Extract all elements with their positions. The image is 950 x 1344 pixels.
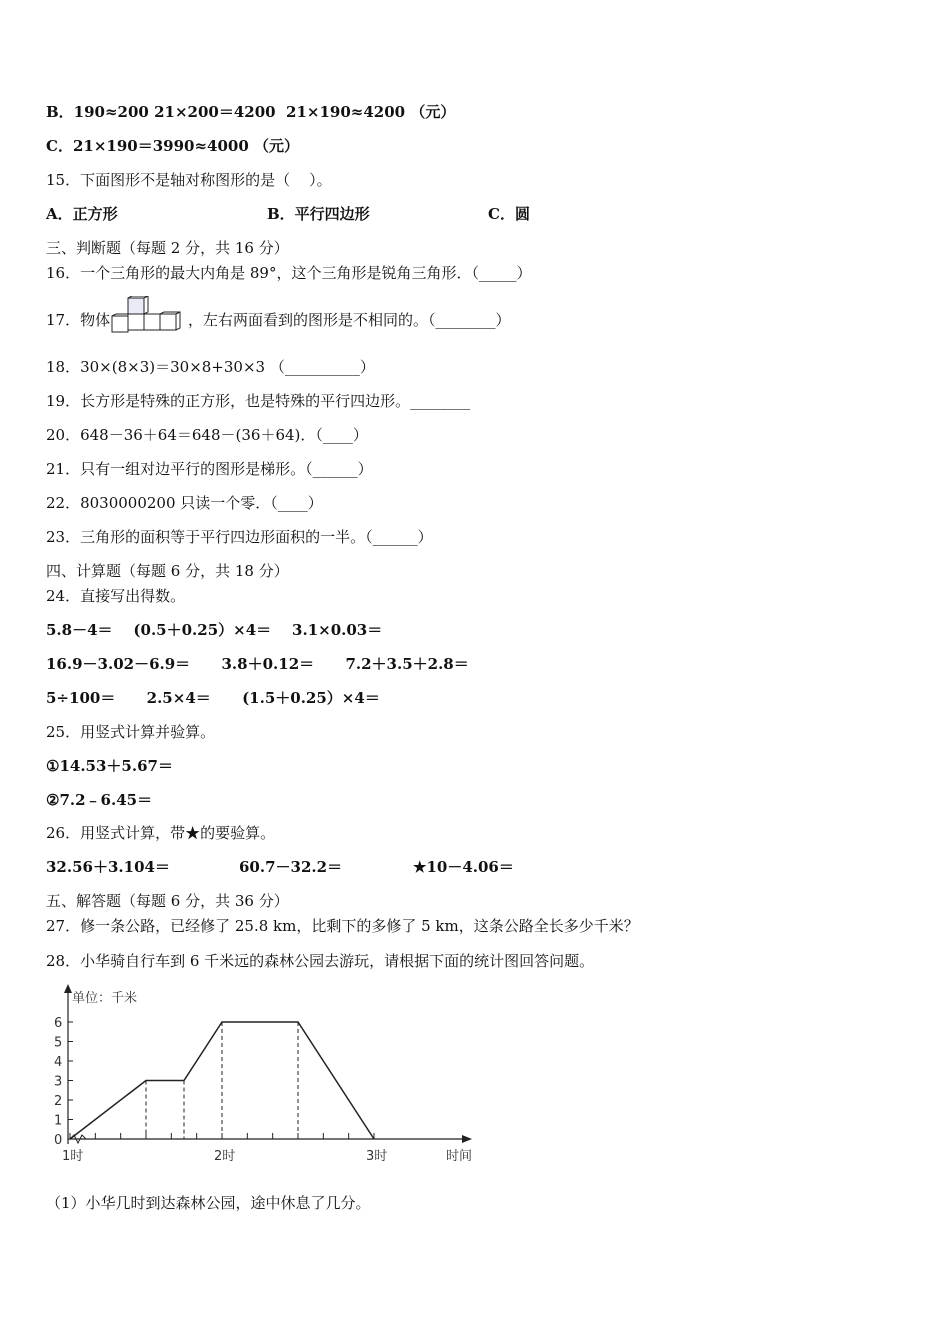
q26-item-2: 60.7－32.2＝: [239, 858, 343, 876]
y-tick-label: 4: [54, 1055, 63, 1070]
y-tick-label: 3: [54, 1074, 63, 1090]
section-4-heading: 四、计算题（每题 6 分，共 18 分）: [46, 562, 289, 580]
y-tick-label: 0: [54, 1133, 63, 1148]
x-tick-label: 1时: [62, 1149, 84, 1164]
question-20: 20．648－36＋64＝648－(36＋64)．（____）: [46, 426, 368, 444]
question-18: 18．30×(8×3)＝30×8+30×3 （__________）: [46, 358, 375, 376]
q15-option-b: B．平行四边形: [267, 205, 370, 223]
question-28: 28．小华骑自行车到 6 千米远的森林公园去游玩，请根据下面的统计图回答问题。: [46, 952, 595, 970]
question-24: 24．直接写出得数。: [46, 587, 186, 605]
section-5-heading: 五、解答题（每题 6 分，共 36 分）: [46, 892, 289, 910]
option-c-line: C．21×190＝3990≈4000 （元）: [46, 137, 299, 155]
q25-item-1: ①14.53＋5.67＝: [46, 757, 173, 775]
question-26: 26．用竖式计算，带★的要验算。: [46, 824, 276, 842]
question-22: 22．8030000200 只读一个零．（____）: [46, 494, 323, 512]
question-27: 27．修一条公路，已经修了 25.8 km，比剩下的多修了 5 km，这条公路全长多少千米？: [46, 917, 639, 935]
question-28-part-1: （1）小华几时到达森林公园，途中休息了几分。: [46, 1194, 371, 1212]
question-17-part2: ，左右两面看到的图形是不相同的。（________）: [188, 311, 511, 329]
q24-row-1: 5.8－4＝ (0.5＋0.25）×4＝ 3.1×0.03＝: [46, 621, 383, 639]
q26-item-3: ★10－4.06＝: [413, 858, 514, 876]
question-25: 25．用竖式计算并验算。: [46, 723, 216, 741]
question-21: 21．只有一组对边平行的图形是梯形。（______）: [46, 460, 373, 478]
question-17-part1: 17．物体: [46, 311, 111, 329]
y-tick-label: 1: [54, 1113, 63, 1129]
x-tick-label: 2时: [214, 1149, 236, 1164]
x-axis-label: 时间: [446, 1149, 473, 1164]
y-axis-arrow: [64, 984, 72, 993]
y-tick-label: 2: [54, 1094, 63, 1109]
q24-row-3: 5÷100＝ 2.5×4＝ (1.5＋0.25）×4＝: [46, 689, 380, 707]
q26-item-1: 32.56＋3.104＝: [46, 858, 170, 876]
y-axis-label: 单位：千米: [72, 991, 138, 1006]
q24-row-2: 16.9－3.02－6.9＝ 3.8＋0.12＝ 7.2＋3.5＋2.8＝: [46, 655, 469, 673]
question-15: 15．下面图形不是轴对称图形的是（ ）。: [46, 171, 332, 189]
option-b-line: B．190≈200 21×200＝4200 21×190≈4200 （元）: [46, 103, 456, 121]
section-3-heading: 三、判断题（每题 2 分，共 16 分）: [46, 239, 289, 257]
distance-time-chart: [46, 982, 496, 1172]
q25-item-2: ②7.2﹣6.45＝: [46, 791, 153, 809]
cube-figure: [110, 296, 182, 338]
q15-option-a: A．正方形: [46, 205, 118, 223]
question-16: 16．一个三角形的最大内角是 89°，这个三角形是锐角三角形．（_____）: [46, 264, 532, 282]
question-23: 23．三角形的面积等于平行四边形面积的一半。（______）: [46, 528, 433, 546]
x-axis-arrow: [462, 1135, 472, 1143]
x-tick-label: 3时: [366, 1149, 388, 1164]
y-tick-label: 5: [54, 1035, 63, 1051]
q15-option-c: C．圆: [488, 205, 530, 223]
y-tick-label: 6: [54, 1016, 63, 1031]
question-19: 19．长方形是特殊的正方形，也是特殊的平行四边形。________: [46, 392, 471, 410]
